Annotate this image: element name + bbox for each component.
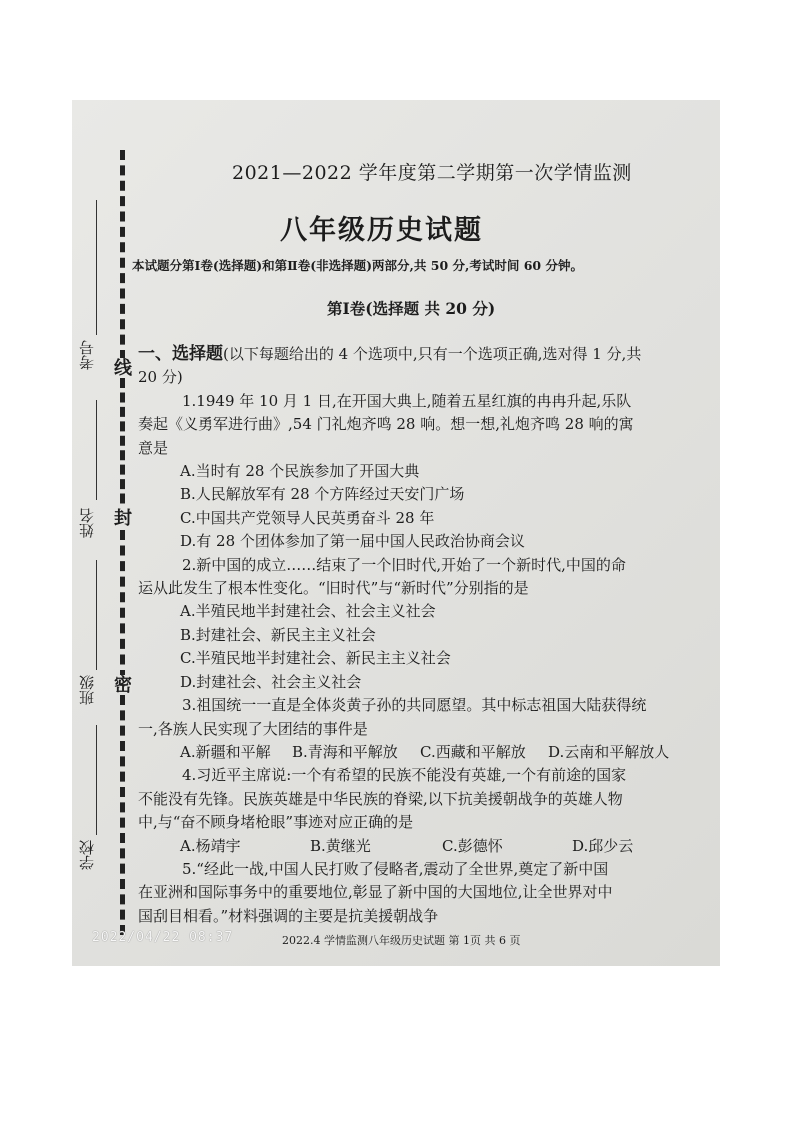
field-line — [96, 400, 97, 500]
photo-timestamp: 2022/04/22 08:37 — [92, 930, 234, 945]
binding-mark-secret: 密 — [111, 675, 132, 693]
question-area — [138, 343, 692, 928]
question-3-option-c: C.西藏和平解放 — [420, 742, 526, 761]
question-2-stem: 运从此发生了根本性变化。“旧时代”与“新时代”分别指的是 — [138, 579, 529, 598]
question-1-option-b: B.人民解放军有 28 个方阵经过天安门广场 — [180, 485, 465, 504]
question-2-option-c: C.半殖民地半封建社会、新民主主义社会 — [180, 649, 451, 668]
question-1-stem: 奏起《义勇军进行曲》,54 门礼炮齐鸣 28 响。想一想,礼炮齐鸣 28 响的寓 — [138, 415, 634, 434]
question-3-option-a: A.新疆和平解 — [180, 742, 271, 761]
question-5-stem: 国刮目相看。”材料强调的主要是抗美援朝战争 — [138, 906, 439, 925]
binding-mark-seal: 封 — [111, 508, 132, 526]
field-label-name: 姓名 — [78, 508, 96, 538]
field-label-exam-number: 考号 — [78, 340, 96, 370]
binding-dashed-line — [120, 378, 125, 518]
question-3-stem: 一,各族人民实现了大团结的事件是 — [138, 719, 368, 738]
question-1-option-c: C.中国共产党领导人民英勇奋斗 28 年 — [180, 508, 435, 527]
field-label-school: 学校 — [78, 840, 96, 870]
binding-dashed-line — [120, 530, 125, 680]
exam-subject-title: 八年级历史试题 — [280, 215, 483, 246]
question-4-option-d: D.邱少云 — [572, 836, 634, 855]
field-line — [96, 560, 97, 670]
question-3-option-b: B.青海和平解放 — [292, 742, 398, 761]
question-2-option-b: B.封建社会、新民主主义社会 — [180, 625, 376, 644]
question-5-stem: 5.“经此一战,中国人民打败了侵略者,震动了全世界,奠定了新中国 — [182, 859, 609, 878]
binding-mark-line: 线 — [111, 358, 132, 376]
part-title: 第Ⅰ卷(选择题 共 20 分) — [327, 299, 496, 318]
question-3-stem: 3.祖国统一一直是全体炎黄子孙的共同愿望。其中标志祖国大陆获得统 — [182, 696, 647, 715]
question-1-option-d: D.有 28 个团体参加了第一届中国人民政治协商会议 — [180, 532, 525, 551]
field-line — [96, 725, 97, 835]
question-2-option-a: A.半殖民地半封建社会、社会主义社会 — [180, 602, 436, 621]
exam-instructions: 本试题分第Ⅰ卷(选择题)和第Ⅱ卷(非选择题)两部分,共 50 分,考试时间 60 分钟。 — [132, 258, 583, 273]
field-line — [96, 200, 97, 335]
question-2-stem: 2.新中国的成立……结束了一个旧时代,开始了一个新时代,中国的命 — [182, 555, 626, 574]
question-1-option-a: A.当时有 28 个民族参加了开国大典 — [180, 462, 420, 481]
question-4-options — [152, 835, 692, 858]
section-heading: 一、选择题 — [138, 344, 223, 364]
binding-dashed-line — [120, 150, 125, 360]
exam-sheet — [72, 100, 720, 966]
question-4-option-a: A.杨靖宇 — [180, 836, 241, 855]
question-5-stem: 在亚洲和国际事务中的重要地位,彰显了新中国的大国地位,让全世界对中 — [138, 883, 613, 902]
question-4-stem: 4.习近平主席说:一个有希望的民族不能没有英雄,一个有前途的国家 — [182, 766, 627, 785]
question-4-stem: 不能没有先锋。民族英雄是中华民族的脊梁,以下抗美援朝战争的英雄人物 — [138, 789, 623, 808]
question-1-stem: 1.1949 年 10 月 1 日,在开国大典上,随着五星红旗的冉冉升起,乐队 — [182, 391, 632, 410]
question-4-option-c: C.彭德怀 — [442, 836, 503, 855]
field-label-class: 班级 — [78, 675, 96, 705]
question-1-stem: 意是 — [138, 438, 169, 457]
section-note: (以下每题给出的 4 个选项中,只有一个选项正确,选对得 1 分,共 — [223, 345, 642, 363]
question-2-option-d: D.封建社会、社会主义社会 — [180, 672, 362, 691]
section-note-cont: 20 分) — [138, 368, 183, 387]
question-4-stem: 中,与“奋不顾身堵枪眼”事迹对应正确的是 — [138, 813, 414, 832]
exam-term-title: 2021—2022 学年度第二学期第一次学情监测 — [232, 162, 632, 184]
question-3-option-d: D.云南和平解放人 — [548, 742, 670, 761]
question-4-option-b: B.黄继光 — [310, 836, 371, 855]
binding-dashed-line — [120, 695, 125, 935]
question-3-options — [152, 741, 692, 764]
page-footer: 2022.4 学情监测八年级历史试题 第 1页 共 6 页 — [282, 934, 521, 947]
